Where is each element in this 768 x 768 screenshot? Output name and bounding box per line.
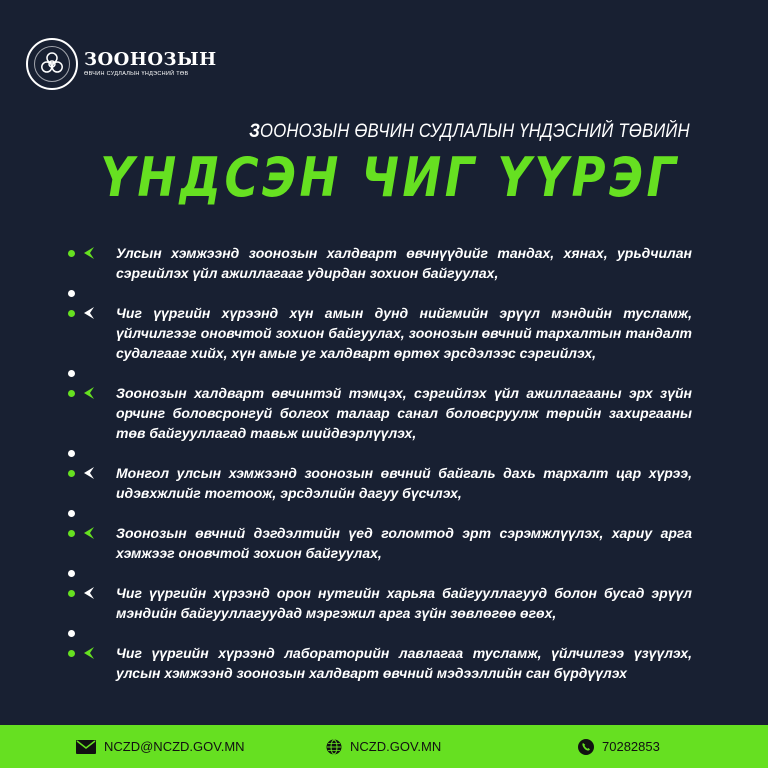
green-dot-icon <box>68 590 75 597</box>
logo <box>26 38 217 90</box>
white-dot-icon <box>68 570 75 577</box>
green-dot-icon <box>68 310 75 317</box>
separator <box>60 563 692 583</box>
green-dot-icon <box>68 650 75 657</box>
list-item <box>60 243 692 283</box>
bullet-markers <box>68 527 94 539</box>
list-item-text: Чиг үүргийн хүрээнд лабораторийн лавлагаа тусламж, үйлчилгээ үзүүлэх, улсын хэмжээнд зоонозын халдварт өвчний мэдээллийн сан бүрдүүлэх <box>116 645 692 681</box>
list-item <box>60 383 692 443</box>
list-item-text: Чиг үүргийн хүрээнд орон нутгийн харьяа байгууллагууд болон бусад эрүүл мэндийн байгууллагуудад мэргэжил арга зүйн зөвлөгөө өгөх, <box>116 585 692 621</box>
separator <box>60 623 692 643</box>
bullet-markers <box>68 467 94 479</box>
arrow-left-icon <box>84 387 94 399</box>
arrow-left-icon <box>84 527 94 539</box>
separator <box>60 363 692 383</box>
email-text[interactable]: NCZD@NCZD.GOV.MN <box>104 739 245 754</box>
bullet-markers <box>68 387 94 399</box>
bullet-markers <box>68 307 94 319</box>
arrow-left-icon <box>84 587 94 599</box>
list-item <box>60 303 692 363</box>
bullet-markers <box>68 247 94 259</box>
bullet-markers <box>68 587 94 599</box>
list-item-text: Улсын хэмжээнд зоонозын халдварт өвчнүүдийг тандах, хянах, урьдчилан сэргийлэх үйл ажиллагааг удирдан зохион байгуулах, <box>116 245 692 281</box>
footer-website[interactable] <box>326 739 441 755</box>
arrow-left-icon <box>84 467 94 479</box>
list-item <box>60 643 692 683</box>
phone-icon <box>578 739 594 755</box>
white-dot-icon <box>68 630 75 637</box>
arrow-left-icon <box>84 647 94 659</box>
white-dot-icon <box>68 370 75 377</box>
green-dot-icon <box>68 250 75 257</box>
list-item-text: Чиг үүргийн хүрээнд хүн амын дунд нийгмийн эрүүл мэндийн тусламж, үйлчилгээг оновчтой зохион байгуулах, зоонозын өвчний тархалтын тандалт судалгааг хийх, хүн амыг уг халдварт өртөх эрсдэлээс сэргийлэх, <box>116 305 692 361</box>
arrow-left-icon <box>84 307 94 319</box>
list-item <box>60 463 692 503</box>
biohazard-icon <box>39 51 65 77</box>
green-dot-icon <box>68 530 75 537</box>
white-dot-icon <box>68 450 75 457</box>
footer-phone[interactable] <box>578 739 660 755</box>
bullet-markers <box>68 647 94 659</box>
green-dot-icon <box>68 470 75 477</box>
arrow-left-icon <box>84 247 94 259</box>
page-title: ҮНДСЭН ЧИГ ҮҮРЭГ <box>100 146 680 209</box>
separator <box>60 283 692 303</box>
duties-list <box>60 243 692 683</box>
subtitle-initial: З <box>249 121 261 142</box>
list-item <box>60 583 692 623</box>
list-item-text: Зоонозын өвчний дэгдэлтийн үед голомтод эрт сэрэмжлүүлэх, хариу арга хэмжээг оновчтой зохион байгуулах, <box>116 525 692 561</box>
list-item-text: Зоонозын халдварт өвчинтэй тэмцэх, сэргийлэх үйл ажиллагааны эрх зүйн орчинг боловсронгуй болгох талаар санал боловсруулж төрийн захиргааны төв байгууллагад тавьж шийдвэрлүүлэх, <box>116 385 692 441</box>
phone-text[interactable]: 70282853 <box>602 739 660 754</box>
list-item-text: Монгол улсын хэмжээнд зоонозын өвчний байгаль дахь тархалт цар хүрээ, идэвхжлийг тогтоож, эрсдэлийн дагуу бүсчлэх, <box>116 465 692 501</box>
subtitle-rest: ООНОЗЫН ӨВЧИН СУДЛАЛЫН ҮНДЭСНИЙ ТӨВИЙН <box>260 121 690 142</box>
footer-email[interactable] <box>76 739 245 754</box>
white-dot-icon <box>68 510 75 517</box>
footer-bar <box>0 725 768 768</box>
separator <box>60 443 692 463</box>
brand-subtitle: ӨВЧИН СУДЛАЛЫН ҮНДЭСНИЙ ТӨВ <box>84 71 189 77</box>
biohazard-seal-icon <box>26 38 78 90</box>
header-subtitle <box>249 121 690 143</box>
website-text[interactable]: NCZD.GOV.MN <box>350 739 442 754</box>
envelope-icon <box>76 740 96 754</box>
white-dot-icon <box>68 290 75 297</box>
globe-icon <box>326 739 342 755</box>
brand-name: ЗООНОЗЫН <box>84 49 217 70</box>
list-item <box>60 523 692 563</box>
green-dot-icon <box>68 390 75 397</box>
separator <box>60 503 692 523</box>
